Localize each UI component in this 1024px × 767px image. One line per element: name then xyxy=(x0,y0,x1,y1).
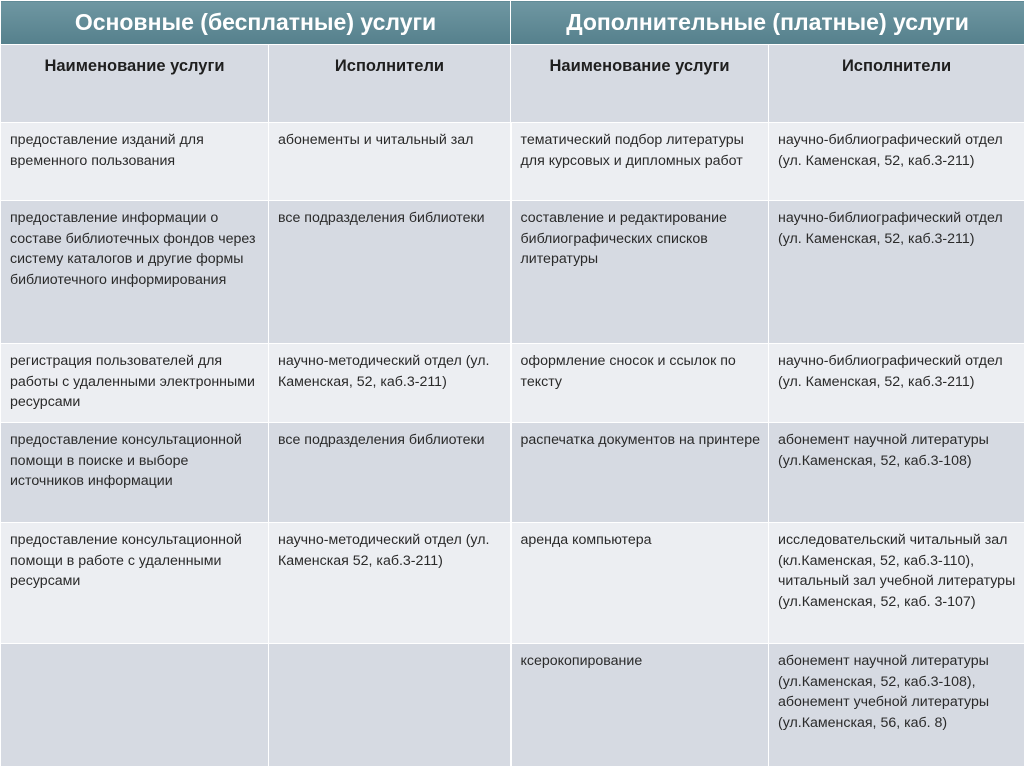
paid-performers-header: Исполнители xyxy=(769,45,1024,123)
column-header-row xyxy=(1,45,1024,123)
paid-service-cell: распечатка документов на принтере xyxy=(511,423,769,523)
table-row xyxy=(1,201,1024,344)
basic-service-cell: предоставление изданий для временного пользования xyxy=(1,123,269,201)
basic-performer-cell: все подразделения библиотеки xyxy=(269,201,511,344)
table-row xyxy=(1,344,1024,423)
paid-performer-cell: научно-библиографический отдел (ул. Каменская, 52, каб.3-211) xyxy=(769,123,1024,201)
paid-service-cell: составление и редактирование библиографических списков литературы xyxy=(511,201,769,344)
paid-service-name-header: Наименование услуги xyxy=(511,45,769,123)
table-row xyxy=(1,644,1024,767)
basic-performer-cell: все подразделения библиотеки xyxy=(269,423,511,523)
basic-service-cell: предоставление информации о составе библиотечных фондов через систему каталогов и другие формы библиотечного информирования xyxy=(1,201,269,344)
paid-service-cell: оформление сносок и ссылок по тексту xyxy=(511,344,769,423)
paid-performer-cell: абонемент научной литературы (ул.Каменская, 52, каб.3-108) xyxy=(769,423,1024,523)
basic-service-cell xyxy=(1,644,269,767)
basic-service-cell: предоставление консультационной помощи в работе с удаленными ресурсами xyxy=(1,523,269,644)
basic-service-cell: предоставление консультационной помощи в поиске и выборе источников информации xyxy=(1,423,269,523)
paid-services-header: Дополнительные (платные) услуги xyxy=(511,1,1024,45)
paid-performer-cell: научно-библиографический отдел (ул. Каменская, 52, каб.3-211) xyxy=(769,344,1024,423)
basic-performer-cell: научно-методический отдел (ул. Каменская, 52, каб.3-211) xyxy=(269,344,511,423)
paid-performer-cell: абонемент научной литературы (ул.Каменская, 52, каб.3-108), абонемент учебной литературы (ул.Каменская, 56, каб. 8) xyxy=(769,644,1024,767)
paid-service-cell: тематический подбор литературы для курсовых и дипломных работ xyxy=(511,123,769,201)
basic-services-header: Основные (бесплатные) услуги xyxy=(1,1,511,45)
table-row xyxy=(1,423,1024,523)
table-row xyxy=(1,523,1024,644)
basic-service-name-header: Наименование услуги xyxy=(1,45,269,123)
table-row xyxy=(1,123,1024,201)
basic-performers-header: Исполнители xyxy=(269,45,511,123)
basic-performer-cell: абонементы и читальный зал xyxy=(269,123,511,201)
basic-performer-cell: научно-методический отдел (ул. Каменская 52, каб.3-211) xyxy=(269,523,511,644)
paid-performer-cell: научно-библиографический отдел (ул. Каменская, 52, каб.3-211) xyxy=(769,201,1024,344)
basic-service-cell: регистрация пользователей для работы с удаленными электронными ресурсами xyxy=(1,344,269,423)
group-header-row xyxy=(1,1,1024,45)
paid-performer-cell: исследовательский читальный зал (кл.Каменская, 52, каб.3-110), читальный зал учебной литературы (ул.Каменская, 52, каб. 3-107) xyxy=(769,523,1024,644)
basic-performer-cell xyxy=(269,644,511,767)
paid-service-cell: аренда компьютера xyxy=(511,523,769,644)
paid-service-cell: ксерокопирование xyxy=(511,644,769,767)
